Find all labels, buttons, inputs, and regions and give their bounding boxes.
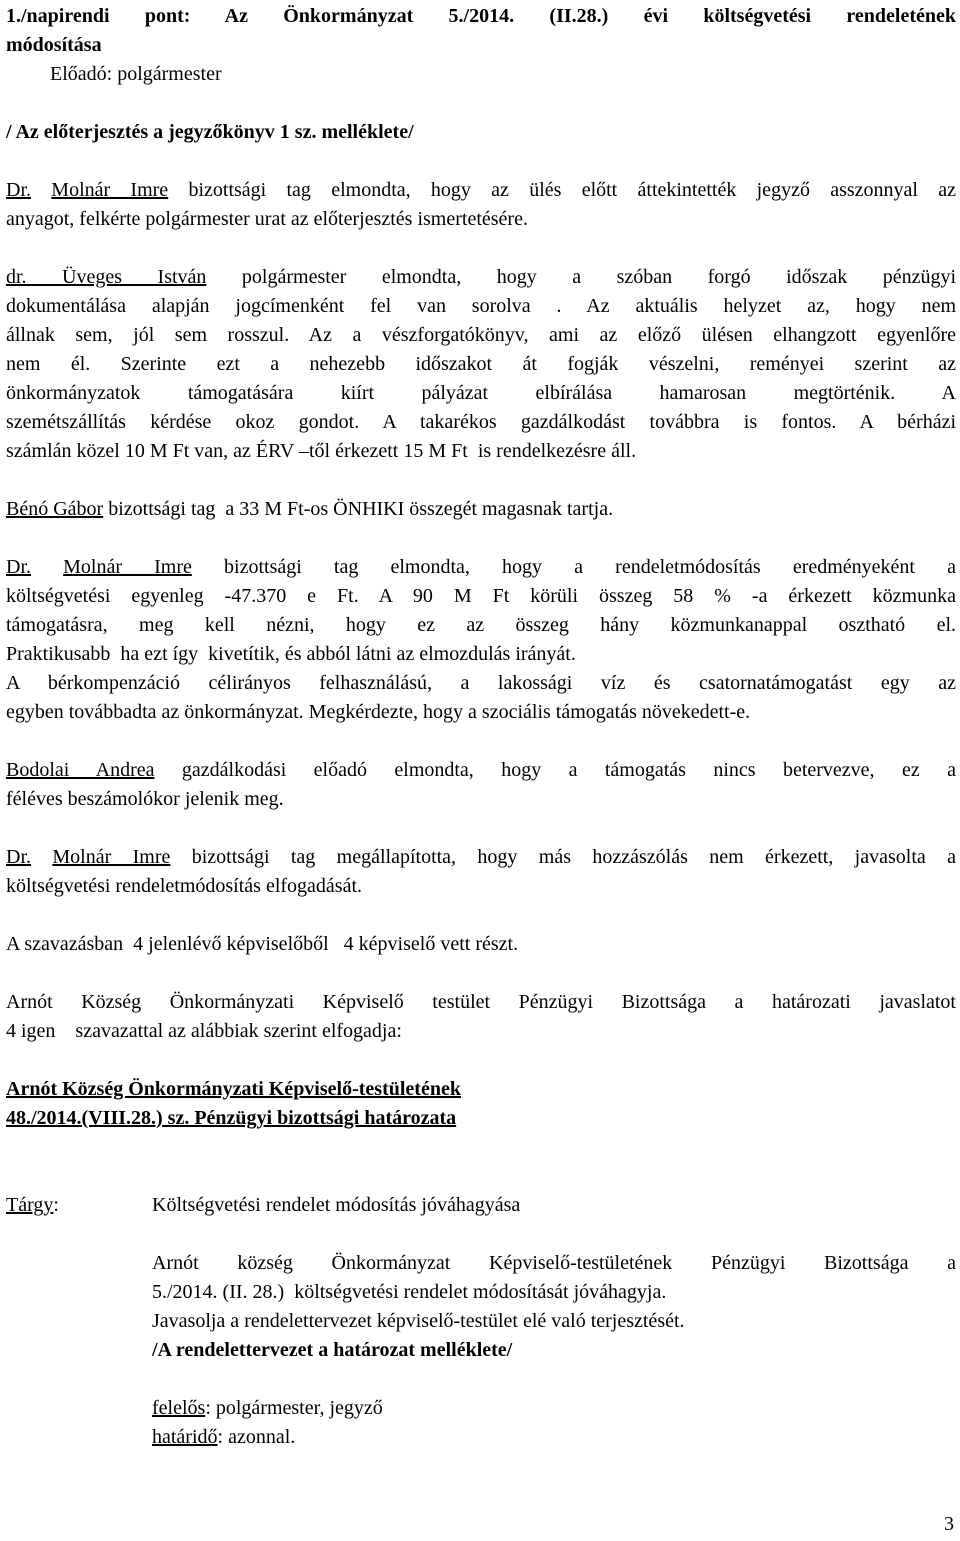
subject-label-line bbox=[6, 1193, 59, 1217]
p2-line2: dokumentálása alapján jogcímenként fel van sorolva . Az aktuális helyzet az, hogy nem bbox=[6, 295, 956, 317]
p4-line4: Praktikusabb ha ezt így kivetítik, és abból látni az elmozdulás irányát. bbox=[6, 643, 576, 665]
responsible-label: felelős bbox=[152, 1397, 206, 1419]
p3-line1-text: bizottsági tag a 33 M Ft-os ÖNHIKI összegét magasnak tartja. bbox=[103, 498, 614, 520]
p1-line1-text: bizottsági tag elmondta, hogy az ülés előtt áttekintették jegyző asszonnyal az bbox=[168, 179, 956, 201]
p2-line4: nem él. Szerinte ezt a nehezebb időszakot át fogják vészelni, reményei szerint az bbox=[6, 353, 956, 375]
presenter-line: Előadó: polgármester bbox=[50, 63, 222, 85]
p7-line1: Arnót Község Önkormányzati Képviselő testület Pénzügyi Bizottsága a határozati javaslatot bbox=[6, 991, 956, 1013]
speaker-title: Dr. bbox=[6, 556, 31, 578]
p6-line1 bbox=[6, 845, 956, 869]
p3-line1 bbox=[6, 497, 613, 521]
deadline-label: határidő bbox=[152, 1426, 218, 1448]
resolution-heading-line2: 48./2014.(VIII.28.) sz. Pénzügyi bizottsági határozata bbox=[6, 1107, 457, 1129]
vote-line: A szavazásban 4 jelenlévő képviselőből 4 képviselő vett részt. bbox=[6, 933, 519, 955]
p1-line2: anyagot, felkérte polgármester urat az előterjesztés ismertetésére. bbox=[6, 208, 528, 230]
resolution-heading-line1: Arnót Község Önkormányzati Képviselő-testületének bbox=[6, 1078, 461, 1100]
speaker-name: Molnár Imre bbox=[51, 179, 169, 201]
responsible-value: : polgármester, jegyző bbox=[205, 1397, 383, 1419]
p2-line6: szemétszállítás kérdése okoz gondot. A takarékos gazdálkodást továbbra is fontos. A bérházi bbox=[6, 411, 956, 433]
p5-line2: féléves beszámolókor jelenik meg. bbox=[6, 788, 284, 810]
p4-line6: egyben továbbadta az önkormányzat. Megkérdezte, hogy a szociális támogatás növekedett-e. bbox=[6, 701, 751, 723]
document-page bbox=[6, 0, 956, 1541]
agenda-title-line1: 1./napirendi pont: Az Önkormányzat 5./2014. (II.28.) évi költségvetési rendeletének bbox=[6, 5, 956, 27]
resolution-body-line3: Javasolja a rendelettervezet képviselő-testület elé való terjesztését. bbox=[152, 1310, 685, 1332]
p2-line1 bbox=[6, 265, 956, 289]
p1-line1 bbox=[6, 178, 956, 202]
speaker-title: Dr. bbox=[6, 179, 31, 201]
p2-line3: állnak sem, jól sem rosszul. Az a vészforgatókönyv, ami az előző ülésen elhangzott egyenlőre bbox=[6, 324, 956, 346]
speaker-title: Dr. bbox=[6, 846, 31, 868]
page-number: 3 bbox=[944, 1513, 954, 1535]
p6-line2: költségvetési rendeletmódosítás elfogadását. bbox=[6, 875, 363, 897]
p4-line1-text: bizottsági tag elmondta, hogy a rendeletmódosítás eredményeként a bbox=[191, 556, 956, 578]
p6-line1-text: bizottsági tag megállapította, hogy más hozzászólás nem érkezett, javasolta a bbox=[170, 846, 956, 868]
resolution-body-line1: Arnót község Önkormányzat Képviselő-testületének Pénzügyi Bizottsága a bbox=[152, 1252, 956, 1274]
agenda-title-line2: módosítása bbox=[6, 34, 102, 56]
speaker-name: Molnár Imre bbox=[63, 556, 192, 578]
subject-colon: : bbox=[53, 1194, 59, 1216]
subject-label: Tárgy bbox=[6, 1194, 54, 1216]
speaker-name: dr. Üveges István bbox=[6, 266, 207, 288]
responsible-line bbox=[152, 1396, 383, 1420]
p4-line2: költségvetési egyenleg -47.370 e Ft. A 90 M Ft körüli összeg 58 % -a érkezett közmunka bbox=[6, 585, 956, 607]
resolution-attachment-note: /A rendelettervezet a határozat melléklete/ bbox=[152, 1339, 513, 1361]
deadline-line bbox=[152, 1425, 295, 1449]
deadline-value: : azonnal. bbox=[217, 1426, 296, 1448]
p4-line1 bbox=[6, 555, 956, 579]
p5-line1 bbox=[6, 758, 956, 782]
speaker-name: Bénó Gábor bbox=[6, 498, 104, 520]
resolution-body-line2: 5./2014. (II. 28.) költségvetési rendelet módosítását jóváhagyja. bbox=[152, 1281, 667, 1303]
speaker-name: Molnár Imre bbox=[52, 846, 171, 868]
p2-line5: önkormányzatok támogatására kiírt pályázat elbírálása hamarosan megtörténik. A bbox=[6, 382, 956, 404]
p4-line5: A bérkompenzáció célirányos felhasználású, a lakossági víz és csatornatámogatást egy az bbox=[6, 672, 956, 694]
p4-line3: támogatásra, meg kell nézni, hogy ez az összeg hány közmunkanappal osztható el. bbox=[6, 614, 956, 636]
p2-line1-text: polgármester elmondta, hogy a szóban forgó időszak pénzügyi bbox=[206, 266, 957, 288]
attachment-note: / Az előterjesztés a jegyzőkönyv 1 sz. melléklete/ bbox=[6, 121, 414, 143]
speaker-name: Bodolai Andrea bbox=[6, 759, 155, 781]
p5-line1-text: gazdálkodási előadó elmondta, hogy a támogatás nincs betervezve, ez a bbox=[154, 759, 956, 781]
subject-text: Költségvetési rendelet módosítás jóváhagyása bbox=[152, 1194, 521, 1216]
p2-line7: számlán közel 10 M Ft van, az ÉRV –től érkezett 15 M Ft is rendelkezésre áll. bbox=[6, 440, 637, 462]
p7-line2: 4 igen szavazattal az alábbiak szerint elfogadja: bbox=[6, 1020, 402, 1042]
